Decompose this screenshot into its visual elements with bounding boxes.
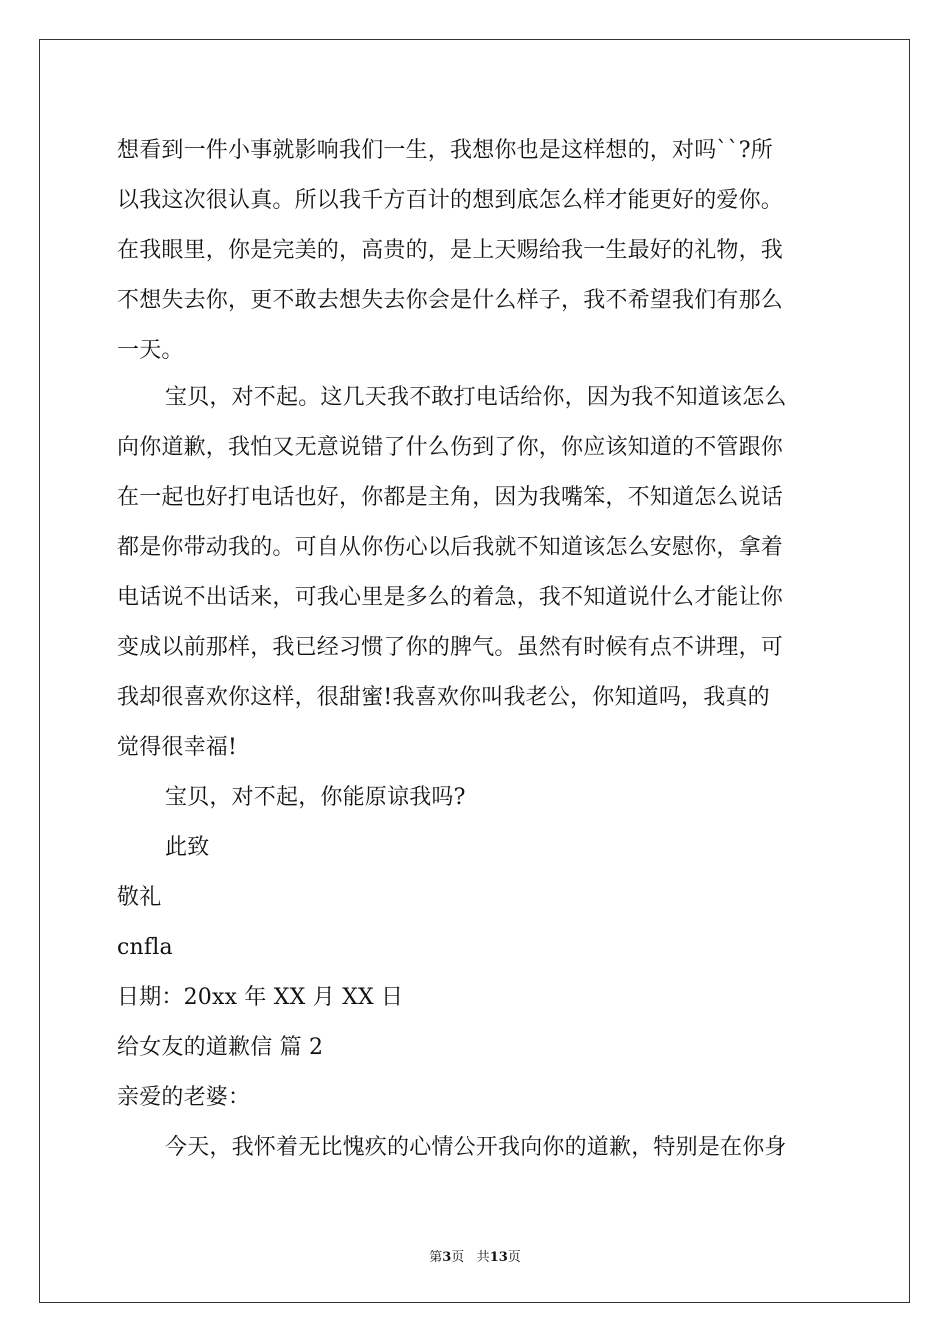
text-line: 一天。 (117, 338, 184, 363)
text-line: 都是你带动我的。可自从你伤心以后我就不知道该怎么安慰你，拿着 (117, 535, 784, 560)
text-line: 宝贝，对不起。这几天我不敢打电话给你，因为我不知道该怎么 (165, 385, 787, 410)
greeting: 亲爱的老婆： (117, 1085, 251, 1110)
section-heading: 给女友的道歉信 篇 2 (117, 1035, 324, 1060)
closing-phrase: 此致 (165, 835, 210, 860)
text-line: 不想失去你，更不敢去想失去你会是什么样子，我不希望我们有那么 (117, 288, 784, 313)
page-number: 3 (442, 1250, 452, 1265)
signature: cnfla (117, 935, 173, 960)
text-line: 我却很喜欢你这样，很甜蜜!我喜欢你叫我老公，你知道吗，我真的 (117, 685, 770, 710)
page-footer (0, 1250, 950, 1266)
page-border (39, 39, 910, 1303)
date-line: 日期：20xx 年 XX 月 XX 日 (117, 985, 404, 1010)
text-line: 在我眼里，你是完美的，高贵的，是上天赐给我一生最好的礼物，我 (117, 238, 784, 263)
text-line: 宝贝，对不起，你能原谅我吗? (165, 785, 466, 810)
text-line: 变成以前那样，我已经习惯了你的脾气。虽然有时候有点不讲理，可 (117, 635, 784, 660)
total-prefix: 共 (476, 1250, 490, 1265)
text-line: 以我这次很认真。所以我千方百计的想到底怎么样才能更好的爱你。 (117, 188, 784, 213)
text-line: 向你道歉，我怕又无意说错了什么伤到了你，你应该知道的不管跟你 (117, 435, 784, 460)
total-unit: 页 (507, 1250, 521, 1265)
text-line: 觉得很幸福! (117, 735, 238, 760)
page-unit: 页 (451, 1250, 465, 1265)
text-line: 想看到一件小事就影响我们一生，我想你也是这样想的，对吗``?所 (117, 138, 773, 163)
total-pages: 13 (489, 1250, 508, 1265)
page-prefix: 第 (429, 1250, 443, 1265)
text-line: 今天，我怀着无比愧疚的心情公开我向你的道歉，特别是在你身 (165, 1135, 787, 1160)
text-line: 在一起也好打电话也好，你都是主角，因为我嘴笨，不知道怎么说话 (117, 485, 784, 510)
text-line: 电话说不出话来，可我心里是多么的着急，我不知道说什么才能让你 (117, 585, 784, 610)
salutation-closing: 敬礼 (117, 885, 162, 910)
